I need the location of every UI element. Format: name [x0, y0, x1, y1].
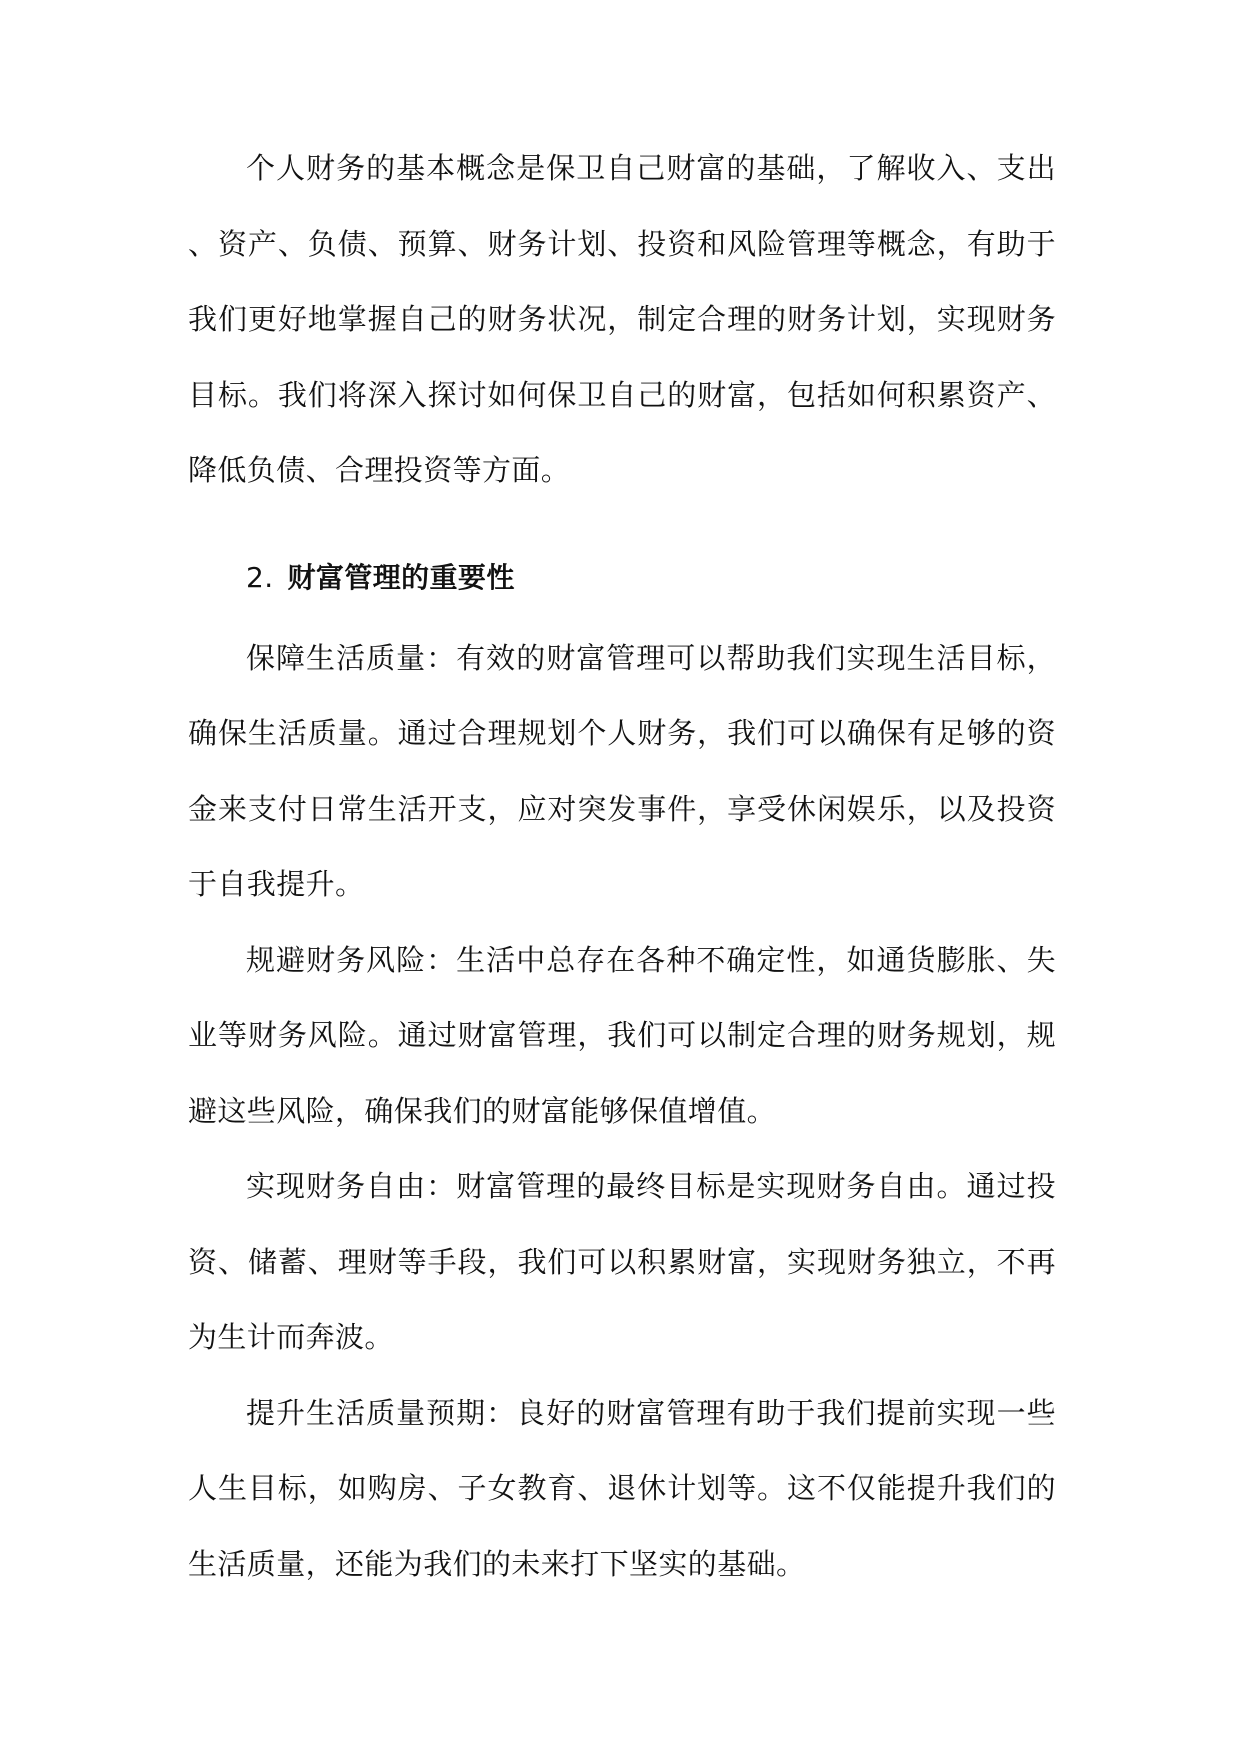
section-title: 财富管理的重要性	[287, 560, 515, 594]
section-number: 2.	[246, 560, 274, 594]
intro-paragraph: 个人财务的基本概念是保卫自己财富的基础，了解收入、支出、资产、负债、预算、财务计划、投资和风险管理等概念，有助于我们更好地掌握自己的财务状况，制定合理的财务计划，实现财务目标。我们将深入探讨如何保卫自己的财富，包括如何积累资产、降低负债、合理投资等方面。	[188, 151, 1056, 487]
section-heading	[188, 540, 1056, 615]
paragraph-financial-risk: 规避财务风险：生活中总存在各种不确定性，如通货膨胀、失业等财务风险。通过财富管理，我们可以制定合理的财务规划，规避这些风险，确保我们的财富能够保值增值。	[188, 942, 1056, 1128]
paragraph-life-expectation: 提升生活质量预期：良好的财富管理有助于我们提前实现一些人生目标，如购房、子女教育、退休计划等。这不仅能提升我们的生活质量，还能为我们的未来打下坚实的基础。	[188, 1395, 1056, 1581]
document-body	[188, 131, 1056, 1602]
paragraph-financial-freedom: 实现财务自由：财富管理的最终目标是实现财务自由。通过投资、储蓄、理财等手段，我们可以积累财富，实现财务独立，不再为生计而奔波。	[188, 1169, 1056, 1354]
paragraph-living-quality: 保障生活质量：有效的财富管理可以帮助我们实现生活目标，确保生活质量。通过合理规划个人财务，我们可以确保有足够的资金来支付日常生活开支，应对突发事件，享受休闲娱乐，以及投资于自我提升。	[188, 640, 1056, 901]
